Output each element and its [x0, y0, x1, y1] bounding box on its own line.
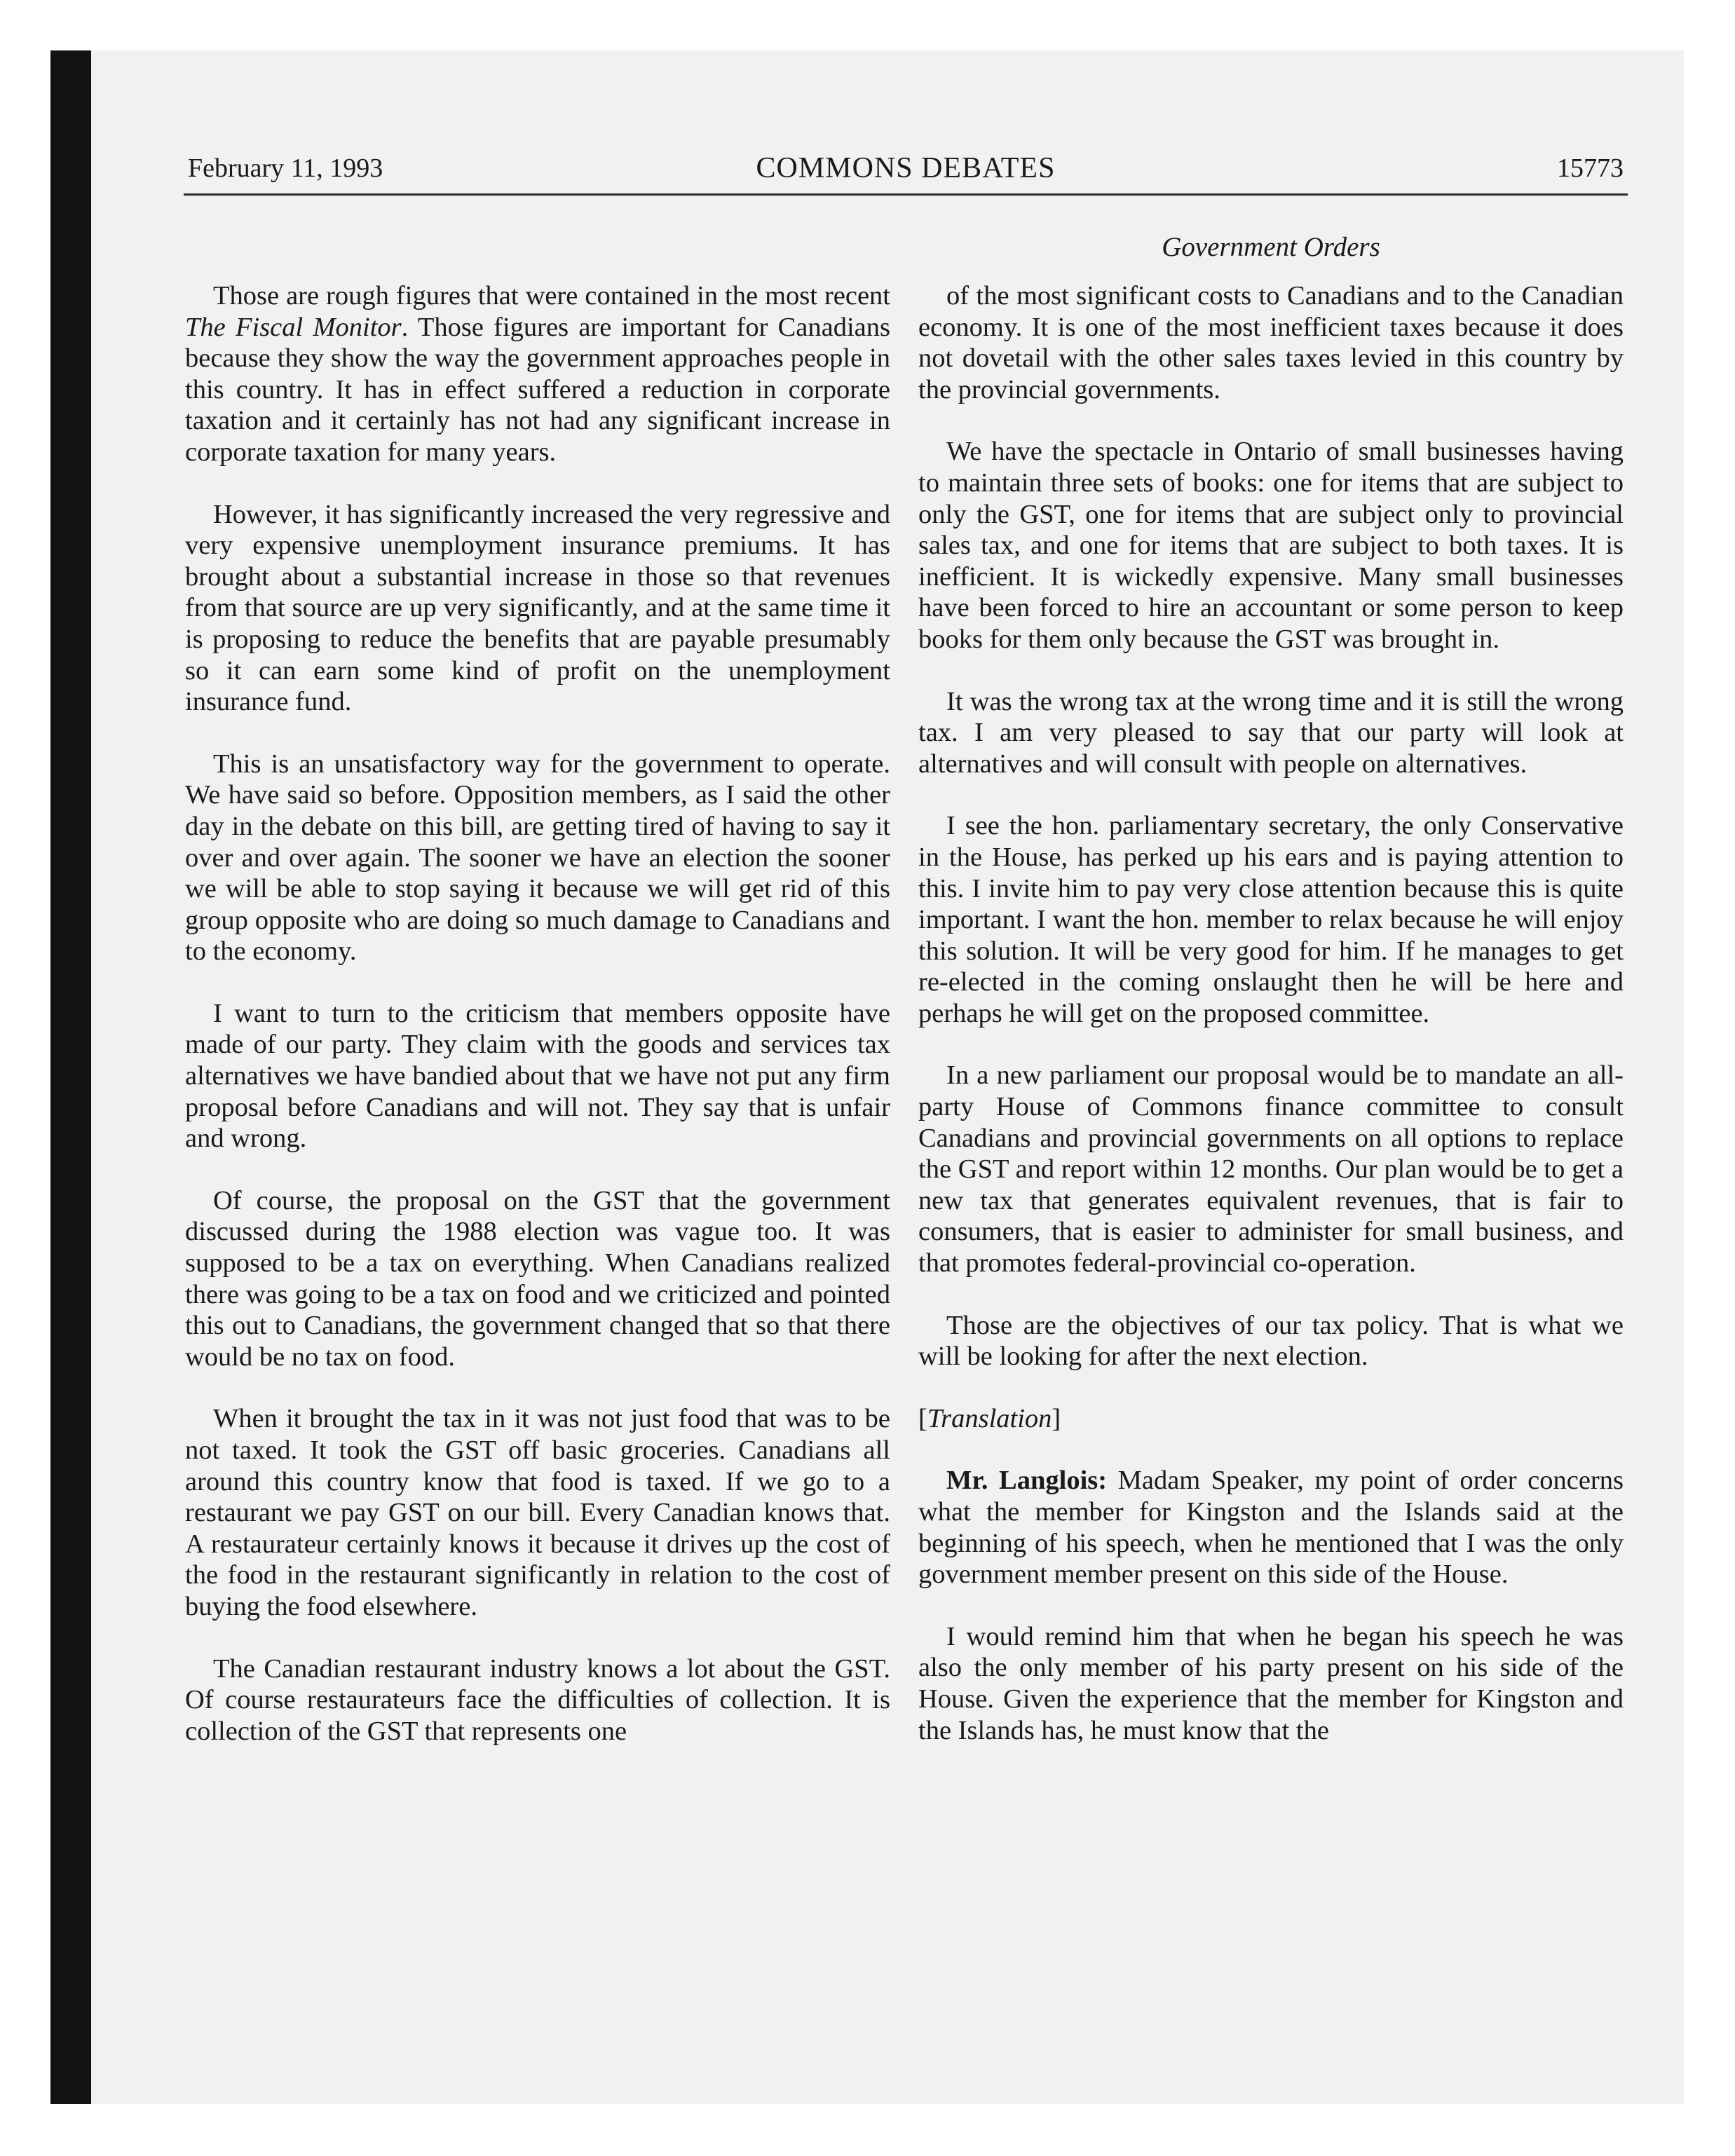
paragraph: [185, 280, 890, 468]
paragraph: I see the hon. parliamentary secretary, the only Conservative in the House, has perked up his ears and is paying attention to this. I invite him to pay very close attention because this is quite important. I want the hon. member to relax because he will enjoy this solution. It will be very good for him. If he manages to get re-elected in the coming onslaught then he will be here and perhaps he will get on the proposed committee.: [918, 811, 1624, 1028]
paragraph-text: Madam Speaker, my point of order concerns what the member for Kingston and the Islands said at the beginning of his speech, when he mentioned that I was the only government member present on this side of the House.: [918, 1466, 1624, 1590]
page-header: [188, 149, 1624, 191]
paragraph: Of course, the proposal on the GST that the government discussed during the 1988 election was vague too. It was supposed to be a tax on everything. When Canadians realized there was going to be a tax on food and we criticized and pointed this out to Canadians, the government changed that so that there would be no tax on food.: [185, 1185, 890, 1372]
paragraph: However, it has significantly increased the very regressive and very expensive unemployment insurance premiums. It has brought about a substantial increase in those so that revenues from that source are up very significantly, and at the same time it is proposing to reduce the benefits that are payable presumably so it can earn some kind of profit on the unemployment insurance fund.: [185, 499, 890, 717]
left-column: [185, 280, 890, 1778]
header-publication-title: COMMONS DEBATES: [756, 152, 1056, 184]
paragraph-text: . Those figures are important for Canadians because they show the way the government approaches people in this country. It has in effect suffered a reduction in corporate taxation and it certainly has not had any significant increase in corporate taxation for many years.: [185, 312, 890, 467]
paragraph: I would remind him that when he began his speech he was also the only member of his party present on his side of the House. Given the experience that the member for Kingston and the Islands has, he must know that the: [918, 1621, 1624, 1745]
binding-edge-shadow: [50, 50, 91, 2104]
section-label: Government Orders: [1162, 232, 1380, 262]
paragraph-text: Those are rough figures that were contained in the most recent: [213, 281, 890, 311]
paragraph: In a new parliament our proposal would be to mandate an all-party House of Commons finance committee to consult Canadians and provincial governments on all options to replace the GST and report within 12 months. Our plan would be to get a new tax that generates equivalent revenues, that is fair to consumers, that is easier to administer for small business, and that promotes federal-provincial co-operation.: [918, 1060, 1624, 1278]
paragraph: Those are the objectives of our tax policy. That is what we will be looking for after the next election.: [918, 1310, 1624, 1372]
header-page-number: 15773: [1557, 153, 1624, 183]
speaker-name: Mr. Langlois:: [946, 1466, 1108, 1496]
right-column: [918, 280, 1624, 1777]
paragraph: This is an unsatisfactory way for the government to operate. We have said so before. Opposition members, as I said the other day in the debate on this bill, are getting tired of having to say it over and over again. The sooner we have an election the sooner we will be able to stop saying it because we will get rid of this group opposite who are doing so much damage to Canadians and to the economy.: [185, 749, 890, 967]
paragraph: When it brought the tax in it was not just food that was to be not taxed. It took the GST off basic groceries. Canadians all around this country know that food is taxed. If we go to a restaurant we pay GST on our bill. Every Canadian knows that. A restaurateur certainly knows it because it drives up the cost of the food in the restaurant significantly in relation to the cost of buying the food elsewhere.: [185, 1404, 890, 1621]
publication-title-italic: The Fiscal Monitor: [185, 312, 402, 342]
translation-tag: [ Translation ]: [918, 1403, 1624, 1435]
header-rule: [184, 193, 1628, 196]
paragraph: We have the spectacle in Ontario of small businesses having to maintain three sets of books: one for items that are subject to only the GST, one for items that are subject only to provincial sales tax, and one for items that are subject to both taxes. It is inefficient. It is wickedly expensive. Many small businesses have been forced to hire an accountant or some person to keep books for them only because the GST was brought in.: [918, 437, 1624, 654]
paragraph: I want to turn to the criticism that members opposite have made of our party. They claim with the goods and services tax alternatives we have bandied about that we have not put any firm proposal before Canadians and will not. They say that is unfair and wrong.: [185, 998, 890, 1154]
paragraph: It was the wrong tax at the wrong time and it is still the wrong tax. I am very pleased to say that our party will look at alternatives and will consult with people on alternatives.: [918, 686, 1624, 779]
paragraph: The Canadian restaurant industry knows a lot about the GST. Of course restaurateurs face the difficulties of collection. It is collection of the GST that represents one: [185, 1653, 890, 1746]
header-date: February 11, 1993: [188, 153, 383, 183]
paragraph: of the most significant costs to Canadians and to the Canadian economy. It is one of the most inefficient taxes because it does not dovetail with the other sales taxes levied in this country by the provincial governments.: [918, 281, 1624, 404]
paragraph: [918, 1465, 1624, 1590]
